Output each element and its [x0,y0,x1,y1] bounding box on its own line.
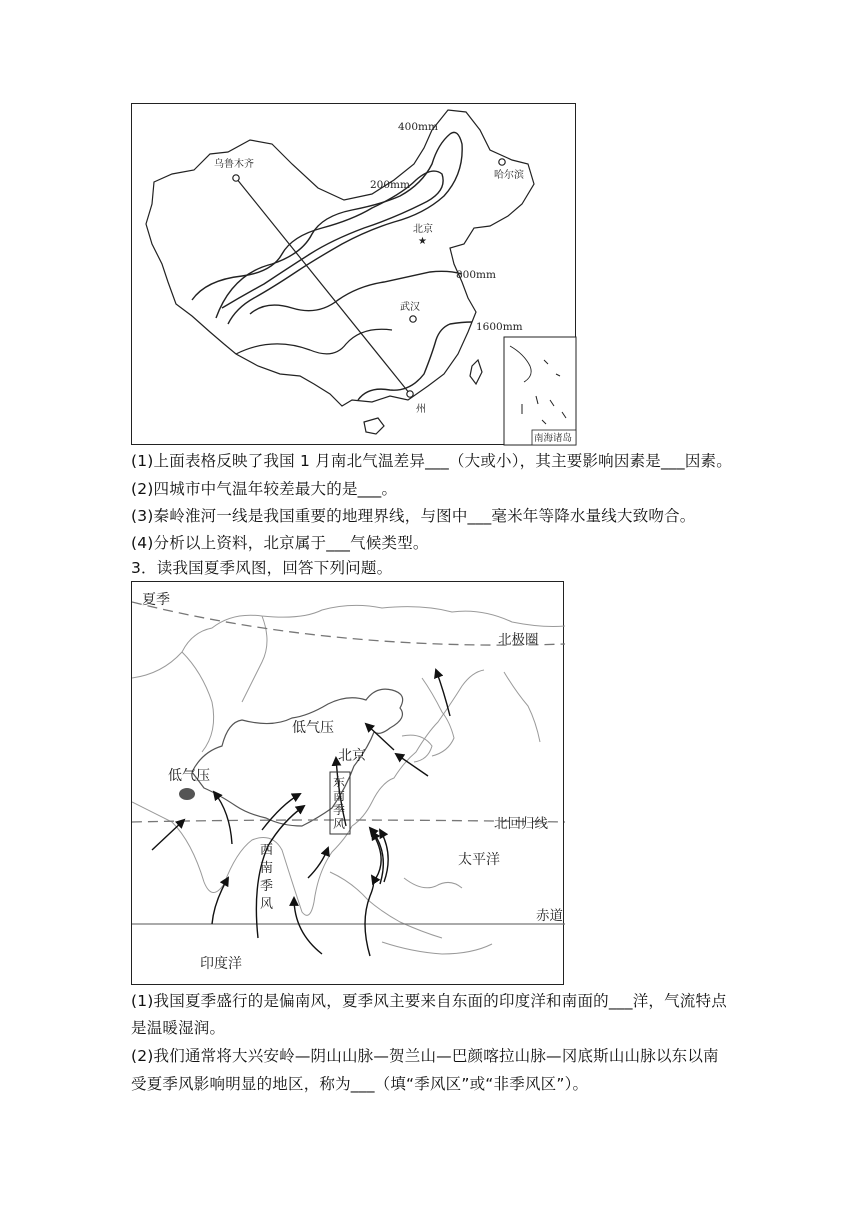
southeast-monsoon-char-4: 风 [333,817,346,831]
guangzhou-marker [407,391,413,397]
monsoon-arrow [365,876,374,956]
monsoon-arrow [262,794,300,830]
pacific-label: 太平洋 [458,852,500,868]
monsoon-arrow [396,754,428,776]
low-pressure-north-label: 低气压 [292,720,334,736]
southwest-monsoon-char-2: 南 [260,861,274,876]
isohyet-800-line [250,271,462,314]
tropic-of-cancer-label: 北回归线 [494,816,548,832]
question-2-4: (4)分析以上资料，北京属于___气候类型。 [131,534,429,552]
taiwan-island [470,360,482,384]
monsoon-arrows [152,670,450,956]
urumqi-label: 乌鲁木齐 [214,159,254,170]
monsoon-map-svg [132,582,565,986]
china-map-svg [132,104,577,446]
monsoon-arrow [294,898,322,954]
southwest-monsoon-char-1: 西 [260,843,274,858]
equator-label: 赤道 [536,908,563,924]
china-precipitation-map [131,103,576,445]
harbin-marker [499,159,505,165]
low-pressure-west-label: 低气压 [168,768,210,784]
indian-ocean-label: 印度洋 [200,956,242,972]
isohyet-1600-label: 1600mm [476,321,523,333]
isohyet-200-label: 200mm [370,179,410,191]
guangzhou-label: 州 [416,404,426,415]
low-pressure-center [179,788,195,800]
monsoon-arrow [436,670,450,716]
question-3-title: 3．读我国夏季风图，回答下列问题。 [131,559,393,577]
question-2-3: (3)秦岭淮河一线是我国重要的地理界线，与图中___毫米年等降水量线大致吻合。 [131,507,696,525]
monsoon-arrow [152,820,184,850]
southeast-monsoon-char-3: 季 [333,803,346,817]
question-3-2-line-1: (2)我们通常将大兴安岭—阴山山脉—贺兰山—巴颜喀拉山脉—冈底斯山山脉以东以南 [131,1047,719,1065]
china-outline [192,689,403,826]
wuhan-marker [410,316,416,322]
isohyet-200-line [192,171,443,308]
question-2-2: (2)四城市中气温年较差最大的是___。 [131,480,398,498]
south-sea-inset [504,337,576,445]
urumqi-marker [233,175,239,181]
southwest-monsoon-char-3: 季 [260,879,274,894]
southeast-monsoon-char-2: 南 [333,789,346,803]
summer-monsoon-map [131,581,564,985]
isohyet-1600-line [358,322,472,400]
question-3-2-line-2: 受夏季风影响明显的地区，称为___（填“季风区”或“非季风区”）。 [131,1075,589,1093]
question-3-1-line-2: 是温暖湿润。 [131,1019,226,1037]
south-sea-islands-label: 南海诸岛 [534,433,573,444]
monsoon-arrow [212,878,228,924]
beijing-label: 北京 [413,224,433,235]
isohyet-400-label: 400mm [398,121,438,133]
arctic-circle-label: 北极圈 [498,632,539,648]
southwest-monsoon-char-4: 风 [260,897,274,912]
monsoon-arrow [214,792,232,844]
southeast-monsoon-char-1: 东 [333,775,346,789]
wuhan-label: 武汉 [400,302,420,313]
season-label: 夏季 [142,592,170,608]
question-2-1: (1)上面表格反映了我国 1 月南北气温差异___（大或小），其主要影响因素是___因素。 [131,452,732,470]
hainan-island [364,418,384,434]
isohyet-800-label: 800mm [456,269,496,281]
urumqi-guangzhou-line [236,178,410,394]
harbin-label: 哈尔滨 [494,170,524,181]
southwest-loop-line [236,329,392,354]
beijing-star-icon: ★ [418,236,427,247]
question-3-1-line-1: (1)我国夏季盛行的是偏南风，夏季风主要来自东面的印度洋和南面的___洋，气流特点 [131,992,727,1010]
beijing-label: 北京 [338,748,366,764]
